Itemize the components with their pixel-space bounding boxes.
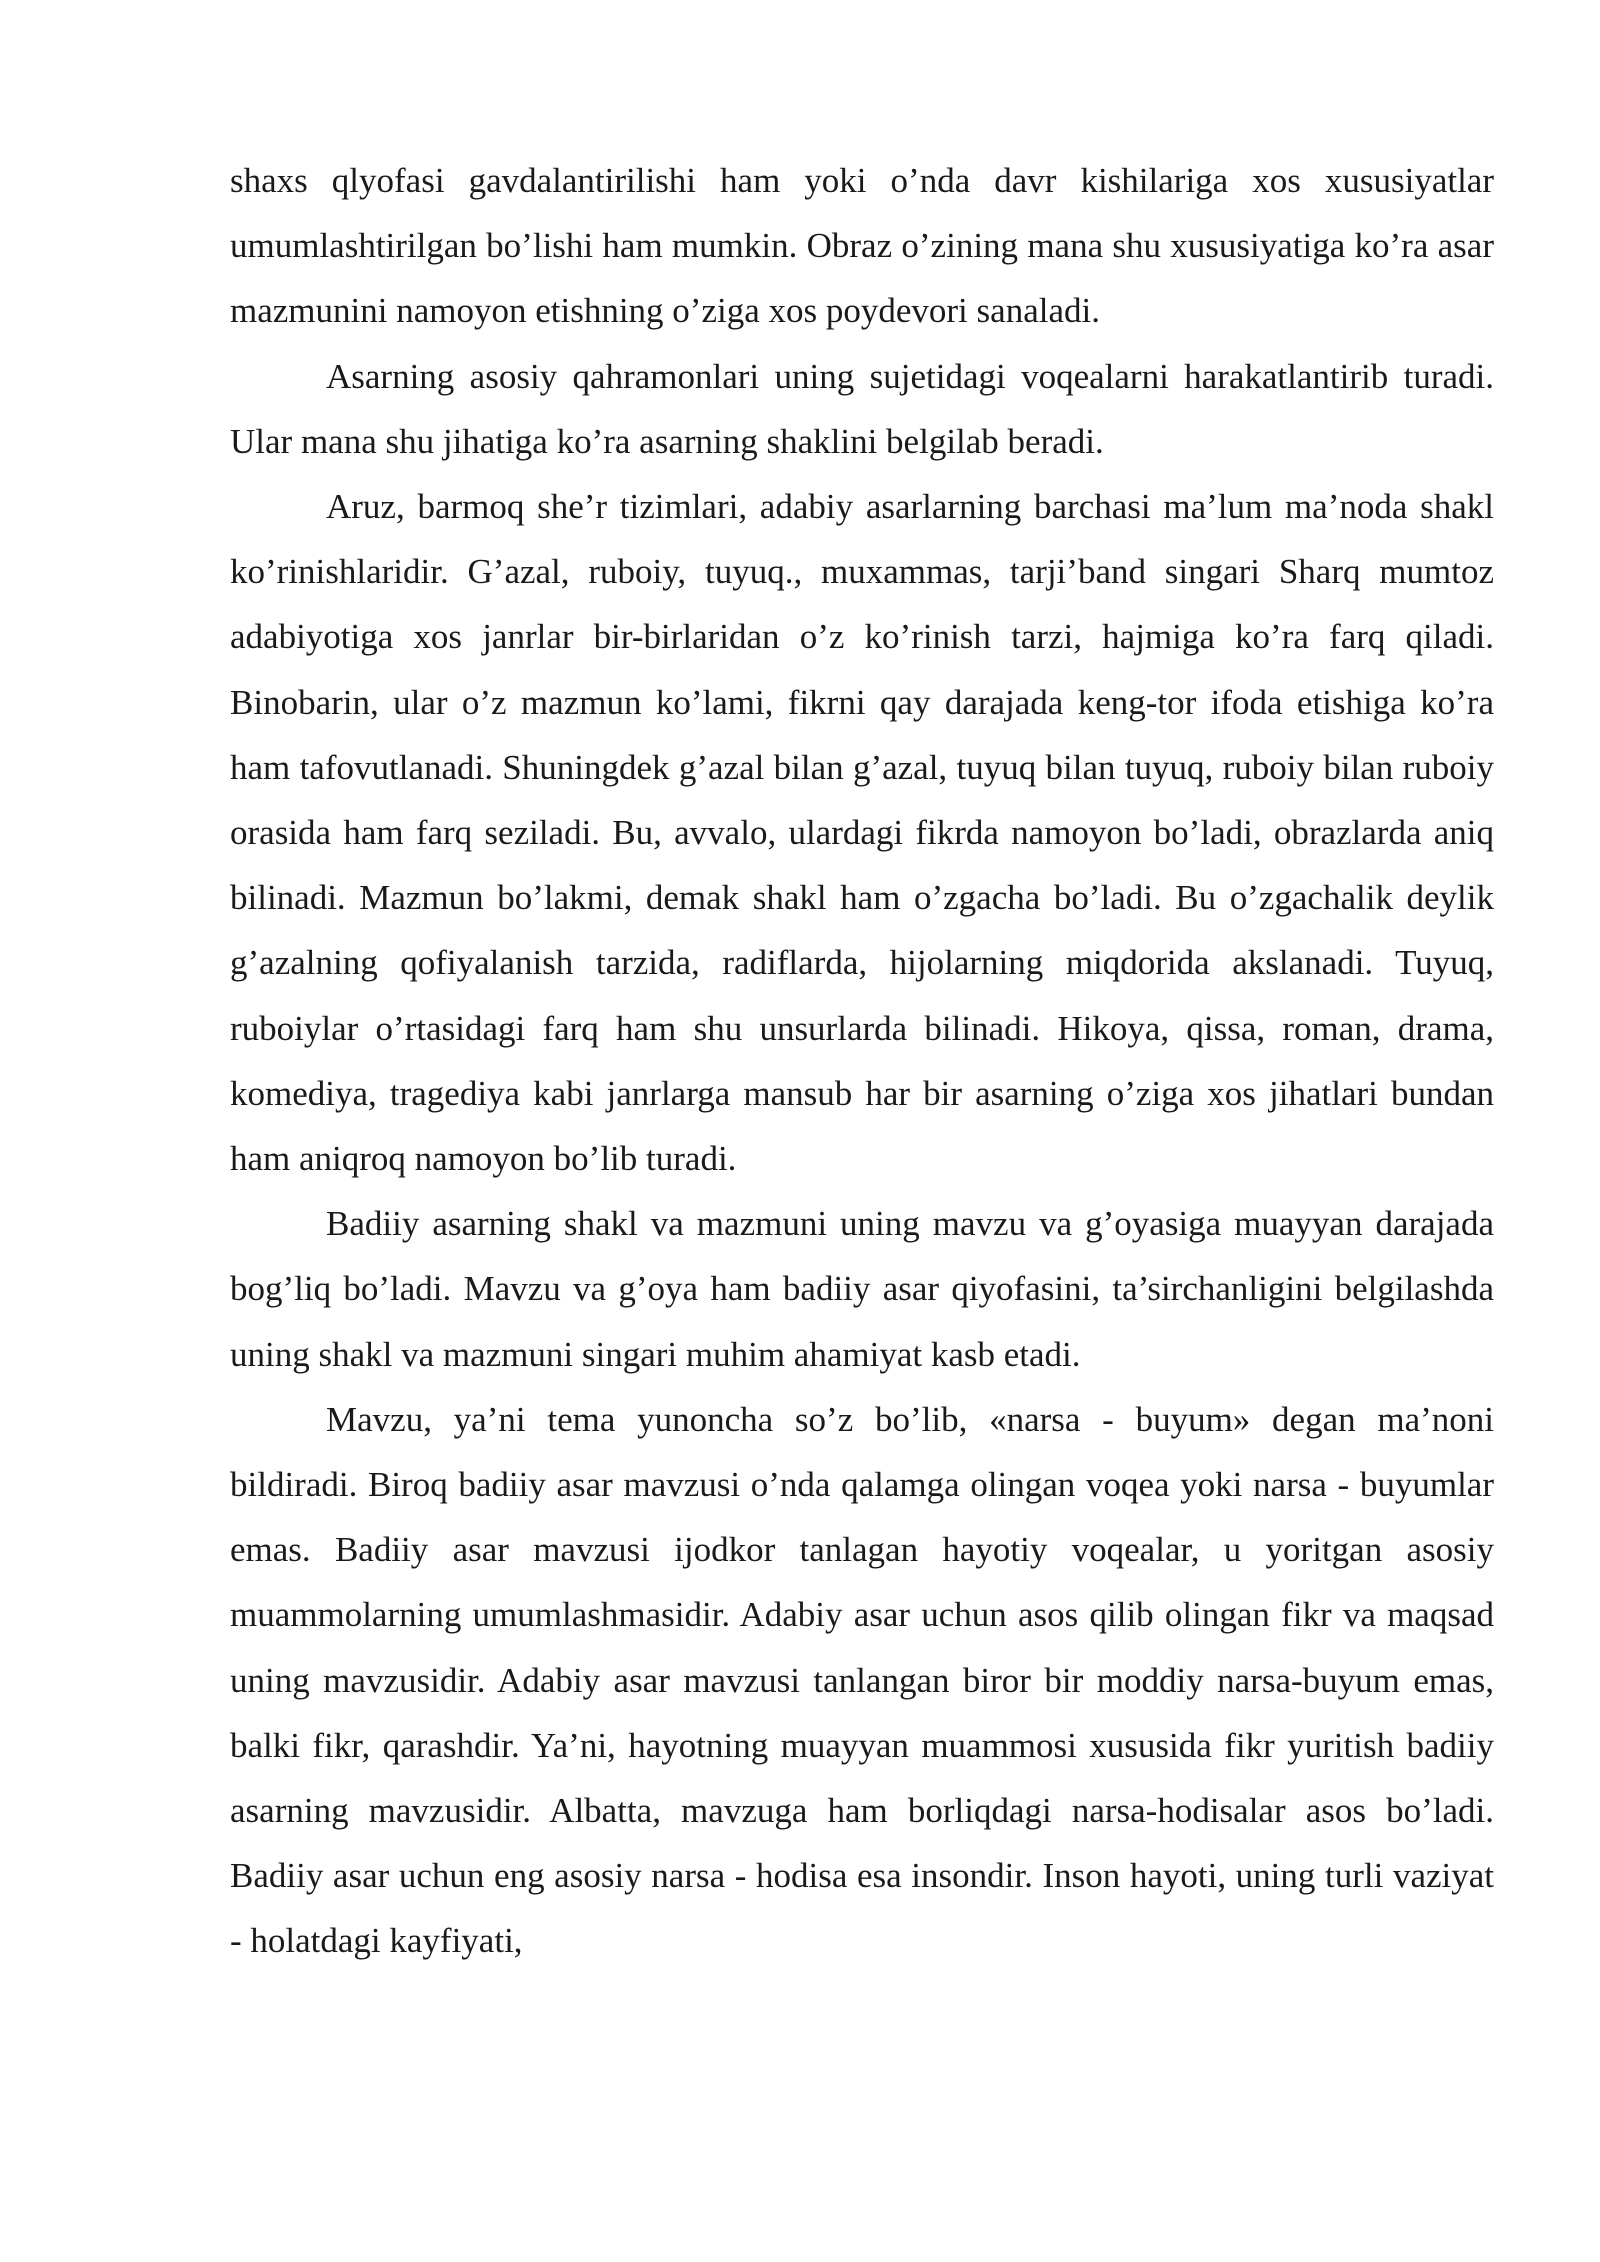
paragraph-3: Aruz, barmoq she’r tizimlari, adabiy asarlarning barchasi ma’lum ma’noda shakl ko’rinishlaridir. G’azal, ruboiy, tuyuq., muxammas, tarji’band singari Sharq mumtoz adabiyotiga xos janrlar bir-birlaridan o’z ko’rinish tarzi, hajmiga ko’ra farq qiladi. Binobarin, ular o’z mazmun ko’lami, fikrni qay darajada keng-tor ifoda etishiga ko’ra ham tafovutlanadi. Shuningdek g’azal bilan g’azal, tuyuq bilan tuyuq, ruboiy bilan ruboiy orasida ham farq seziladi. Bu, avvalo, ulardagi fikrda namoyon bo’ladi, obrazlarda aniq bilinadi. Mazmun bo’lakmi, demak shakl ham o’zgacha bo’ladi. Bu o’zgachalik deylik g’azalning qofiyalanish tarzida, radiflarda, hijolarning miqdorida akslanadi. Tuyuq, ruboiylar o’rtasidagi farq ham shu unsurlarda bilinadi. Hikoya, qissa, roman, drama, komediya, tragediya kabi janrlarga mansub har bir asarning o’ziga xos jihatlari bundan ham aniqroq namoyon bo’lib turadi. (230, 487, 1494, 1179)
document-page (230, 148, 1494, 1974)
paragraph-1: shaxs qlyofasi gavdalantirilishi ham yoki o’nda davr kishilariga xos xususiyatlar umumlashtirilgan bo’lishi ham mumkin. Obraz o’zining mana shu xususiyatiga ko’ra asar mazmunini namoyon etishning o’ziga xos poydevori sanaladi. (230, 161, 1494, 331)
paragraph-4: Badiiy asarning shakl va mazmuni uning mavzu va g’oyasiga muayyan darajada bog’liq bo’ladi. Mavzu va g’oya ham badiiy asar qiyofasini, ta’sirchanligini belgilashda uning shakl va mazmuni singari muhim ahamiyat kasb etadi. (230, 1204, 1494, 1374)
paragraph-5: Mavzu, ya’ni tema yunoncha so’z bo’lib, «narsa - buyum» degan ma’noni bildiradi. Biroq badiiy asar mavzusi o’nda qalamga olingan voqea yoki narsa - buyumlar emas. Badiiy asar mavzusi ijodkor tanlagan hayotiy voqealar, u yoritgan asosiy muammolarning umumlashmasidir. Adabiy asar uchun asos qilib olingan fikr va maqsad uning mavzusidir. Adabiy asar mavzusi tanlangan biror bir moddiy narsa-buyum emas, balki fikr, qarashdir. Ya’ni, hayotning muayyan muammosi xususida fikr yuritish badiiy asarning mavzusidir. Albatta, mavzuga ham borliqdagi narsa-hodisalar asos bo’ladi. Badiiy asar uchun eng asosiy narsa - hodisa esa insondir. Inson hayoti, uning turli vaziyat - holatdagi kayfiyati, (230, 1399, 1494, 1961)
paragraph-2: Asarning asosiy qahramonlari uning sujetidagi voqealarni harakatlantirib turadi. Ular mana shu jihatiga ko’ra asarning shaklini belgilab beradi. (230, 356, 1494, 461)
